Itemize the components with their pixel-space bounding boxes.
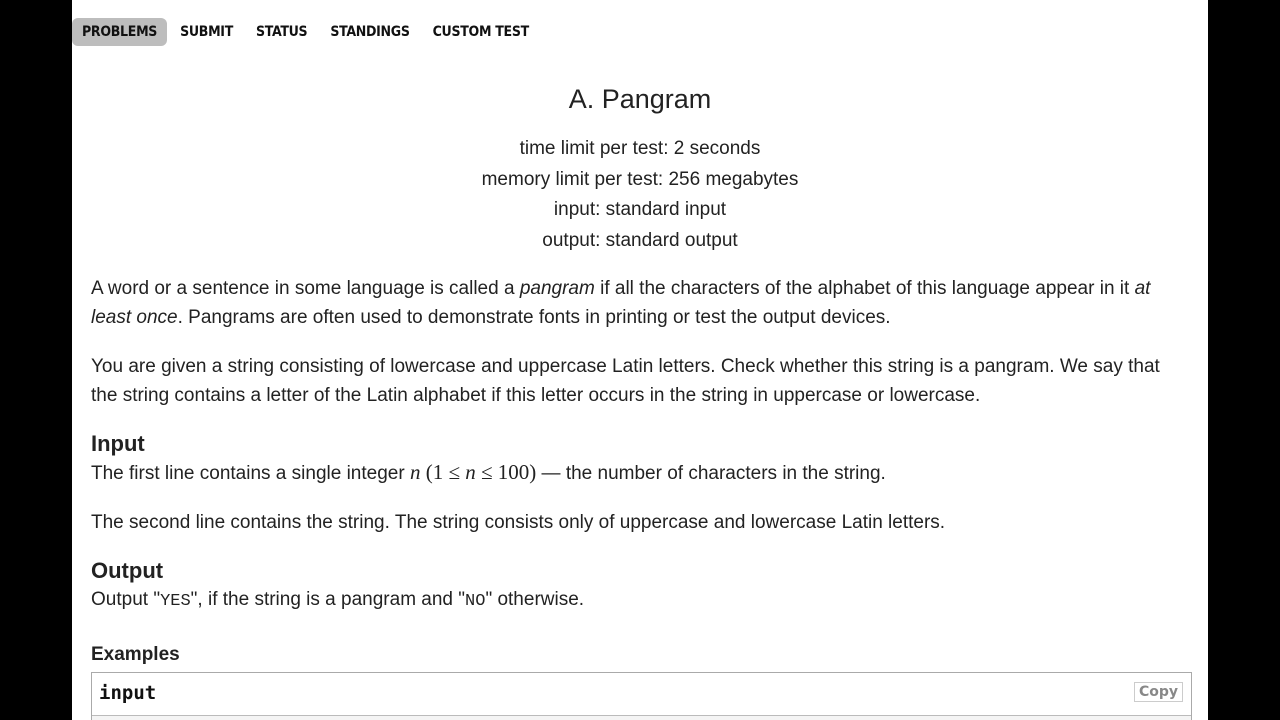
output-paragraph — [91, 585, 1181, 616]
text: . Pangrams are often used to demonstrate fonts in printing or test the output devices. — [177, 307, 891, 328]
code-yes: YES — [160, 592, 191, 611]
output-section-title: Output — [91, 558, 164, 583]
text: A word or a sentence in some language is called a — [91, 278, 520, 299]
nav-tab-problems[interactable]: PROBLEMS — [72, 18, 167, 46]
emphasis-at-least-once: at least once — [91, 278, 1151, 328]
input-file: input: standard input — [553, 199, 727, 221]
text: Output " — [91, 589, 161, 610]
example-input-header — [92, 673, 1191, 716]
contest-nav — [72, 18, 542, 46]
text: The first line contains a single integer — [91, 463, 410, 484]
memory-limit: memory limit per test: 256 megabytes — [481, 168, 799, 190]
problem-title: A. Pangram — [568, 84, 712, 114]
copy-button[interactable]: Copy — [1134, 682, 1183, 702]
nav-tab-standings[interactable]: STANDINGS — [330, 24, 410, 40]
math-text: (1 ≤ — [420, 460, 466, 484]
problem-limits — [72, 134, 1208, 257]
statement-paragraph-2: You are given a string consisting of lowercase and uppercase Latin letters. Check whether this string is a pangram. We say that the string contains a letter of the Latin alphabet if this letter occurs in the string in uppercase or lowercase. — [91, 356, 1160, 406]
math-expression — [410, 460, 536, 484]
time-limit: time limit per test: 2 seconds — [519, 138, 761, 159]
input-paragraph-1 — [91, 458, 1181, 488]
example-input-box — [91, 672, 1192, 720]
text: " otherwise. — [485, 589, 585, 610]
output-file: output: standard output — [542, 230, 738, 252]
nav-tab-submit[interactable]: SUBMIT — [180, 24, 233, 40]
text: if all the characters of the alphabet of this language appear in it — [594, 278, 1135, 299]
statement-paragraph-1 — [91, 274, 1181, 332]
math-text: ≤ 100) — [475, 460, 537, 484]
text: — the number of characters in the string. — [536, 463, 886, 484]
example-input-label: input — [99, 682, 157, 704]
problem-statement — [91, 274, 1181, 636]
examples-title: Examples — [91, 644, 180, 665]
input-section-title: Input — [91, 431, 145, 456]
math-var: n — [409, 460, 421, 484]
math-var: n — [465, 460, 476, 484]
nav-tab-status[interactable]: STATUS — [256, 24, 308, 40]
example-input-content — [92, 716, 1191, 720]
emphasis-pangram: pangram — [519, 278, 595, 299]
text: ", if the string is a pangram and " — [190, 589, 466, 610]
input-paragraph-2: The second line contains the string. The string consists only of uppercase and lowercase Latin letters. — [91, 512, 946, 533]
nav-tab-custom-test[interactable]: CUSTOM TEST — [432, 24, 529, 40]
code-no: NO — [465, 592, 486, 611]
problem-page — [72, 0, 1208, 720]
